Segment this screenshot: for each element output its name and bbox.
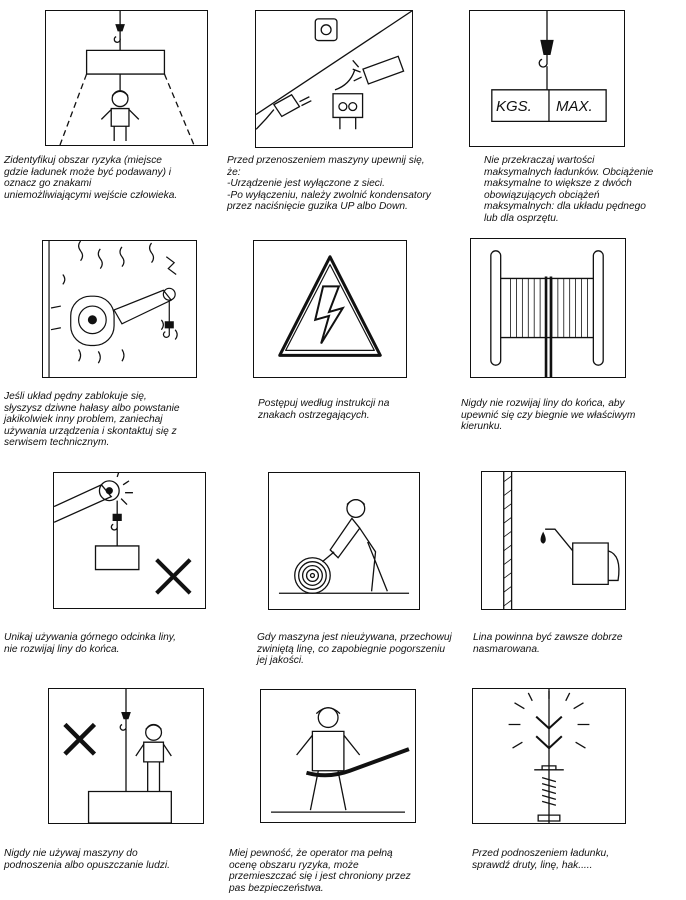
caption-high-voltage: Postępuj według instrukcji na znakach ostrzegających. <box>258 398 390 421</box>
panel-safety-belt <box>260 689 416 823</box>
max-load-icon <box>470 11 624 146</box>
panel-no-lifting-people <box>48 688 204 824</box>
panel-risk-area <box>45 10 208 146</box>
sign-kgs: KGS. <box>496 98 532 115</box>
caption-unplug-power: Przed przenoszeniem maszyny upewnij się, że: -Urządzenie jest wyłączone z sieci. -Po wyłączeniu, należy zwolnić kondensatory przez naciśnięcie guzika UP albo Down. <box>227 155 431 213</box>
jammed-motor-icon <box>43 241 196 377</box>
caption-max-load: Nie przekraczaj wartości maksymalnych ładunków. Obciążenie maksymalne to większe z dwóch obowiązujących obciążeń maksymalnych: dla układu pędnego lub dla osprzętu. <box>484 155 654 224</box>
panel-rope-drum <box>470 238 626 378</box>
caption-no-lifting-people: Nigdy nie używaj maszyny do podnoszenia albo opuszczanie ludzi. <box>4 848 170 871</box>
safety-belt-icon <box>261 690 415 822</box>
caption-rope-end: Unikaj używania górnego odcinka liny, nie rozwijaj liny do końca. <box>4 632 176 655</box>
panel-rope-storage <box>268 472 420 610</box>
caption-risk-area: Zidentyfikuj obszar ryzyka (miejsce gdzie ładunek może być podawany) i oznacz go znakami uniemożliwiającymi wejście człowieka. <box>4 155 178 201</box>
high-voltage-icon <box>254 241 406 377</box>
caption-rope-storage: Gdy maszyna jest nieużywana, przechowuj zwiniętą linę, co zapobiegnie pogorszeniu jej jakości. <box>257 632 452 667</box>
caption-inspect-rope: Przed podnoszeniem ładunku, sprawdź druty, linę, hak..... <box>472 848 610 871</box>
caption-jammed-motor: Jeśli układ pędny zablokuje się, słyszysz dziwne hałasy albo powstanie jakikolwiek inny problem, zaniechaj używania urządzenia i skontaktuj się z serwisem technicznym. <box>4 391 180 449</box>
inspect-rope-icon <box>473 689 625 823</box>
caption-oil-can: Lina powinna być zawsze dobrze nasmarowana. <box>473 632 623 655</box>
panel-oil-can <box>481 471 626 610</box>
no-lifting-people-icon <box>49 689 203 823</box>
panel-jammed-motor <box>42 240 197 378</box>
caption-rope-drum: Nigdy nie rozwijaj liny do końca, aby upewnić się czy biegnie we właściwym kierunku. <box>461 398 636 433</box>
rope-end-icon <box>54 473 205 608</box>
rope-storage-icon <box>269 473 419 609</box>
risk-area-icon <box>46 11 207 145</box>
panel-unplug-power <box>255 10 413 148</box>
unplug-power-icon <box>256 11 412 147</box>
sign-max: MAX. <box>556 98 593 115</box>
rope-drum-icon <box>471 239 625 377</box>
panel-inspect-rope <box>472 688 626 824</box>
panel-rope-end <box>53 472 206 609</box>
panel-max-load <box>469 10 625 147</box>
caption-safety-belt: Miej pewność, że operator ma pełną ocenę obszaru ryzyka, może przemieszczać się i jest chroniony przez pas bezpieczeństwa. <box>229 848 411 894</box>
oil-can-icon <box>482 472 625 609</box>
panel-high-voltage <box>253 240 407 378</box>
